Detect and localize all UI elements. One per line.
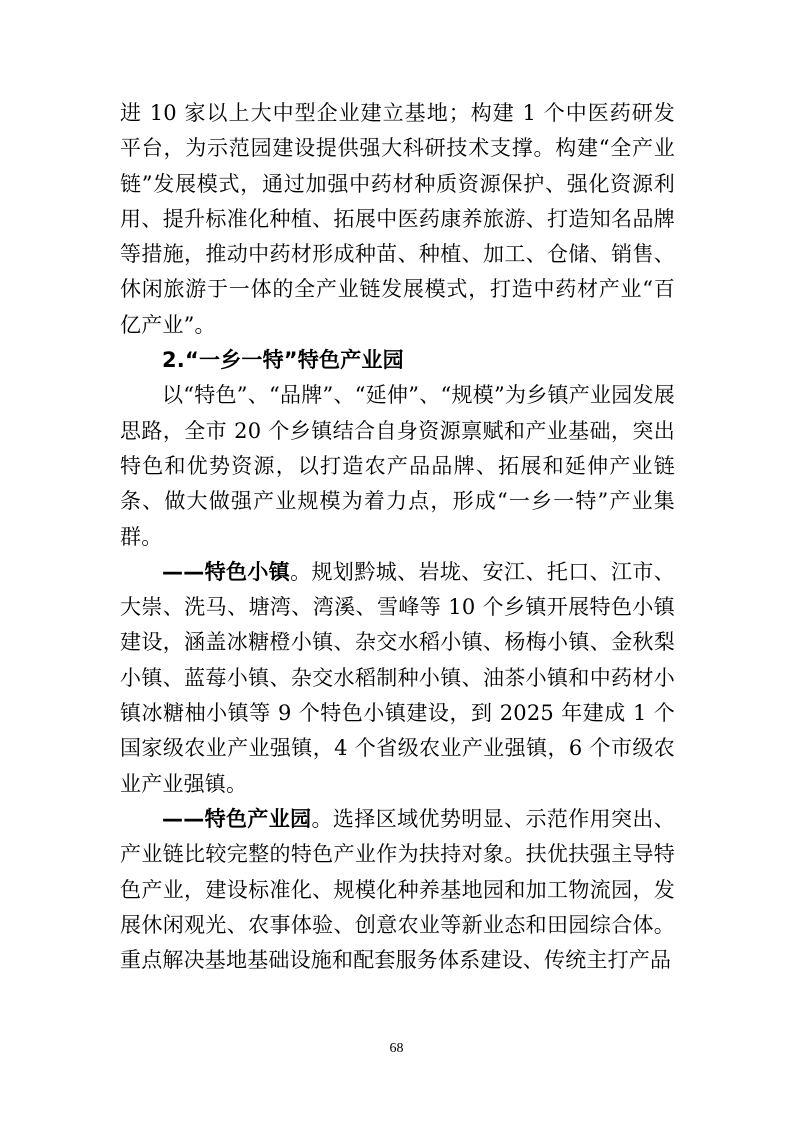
section-heading: 2.“一乡一特”特色产业园	[162, 348, 404, 373]
page-number: 68	[389, 1041, 404, 1056]
paragraph-featured-parks	[120, 802, 675, 978]
featured-towns-body: 。规划黔城、岩垅、安江、托口、江市、大崇、洗马、塘湾、湾溪、雪峰等 10 个乡镇开展特色小镇建设，涵盖冰糖橙小镇、杂交水稻小镇、杨梅小镇、金秋梨小镇、蓝莓小镇、杂交水稻制种小镇、油茶小镇和中药材小镇冰糖柚小镇等 9 个特色小镇建设，到 2025 年建成 1 个国家级农业产业强镇，4 个省级农业产业强镇，6 个市级农业产业强镇。	[120, 559, 675, 796]
featured-towns-lead: ——特色小镇	[162, 559, 291, 584]
paragraph-featured-towns	[120, 555, 675, 802]
featured-parks-lead: ——特色产业园	[162, 806, 312, 831]
featured-parks-body: 。选择区域优势明显、示范作用突出、产业链比较完整的特色产业作为扶持对象。扶优扶强主导特色产业，建设标准化、规模化种养基地园和加工物流园，发展休闲观光、农事体验、创意农业等新业态和田园综合体。重点解决基地基础设施和配套服务体系建设、传统主打产品	[120, 806, 675, 973]
paragraph-intro: 以“特色”、“品牌”、“延伸”、“规模”为乡镇产业园发展思路，全市 20 个乡镇结合自身资源禀赋和产业基础，突出特色和优势资源，以打造农产品品牌、拓展和延伸产业链条、做大做强产业规模为着力点，形成“一乡一特”产业集群。	[120, 383, 675, 549]
paragraph-continued: 进 10 家以上大中型企业建立基地；构建 1 个中医药研发平台，为示范园建设提供强大科研技术支撑。构建“全产业链”发展模式，通过加强中药材种质资源保护、强化资源利用、提升标准化种植、拓展中医药康养旅游、打造知名品牌等措施，推动中药材形成种苗、种植、加工、仓储、销售、休闲旅游于一体的全产业链发展模式，打造中药材产业“百亿产业”。	[120, 101, 675, 337]
body-text	[120, 96, 675, 978]
